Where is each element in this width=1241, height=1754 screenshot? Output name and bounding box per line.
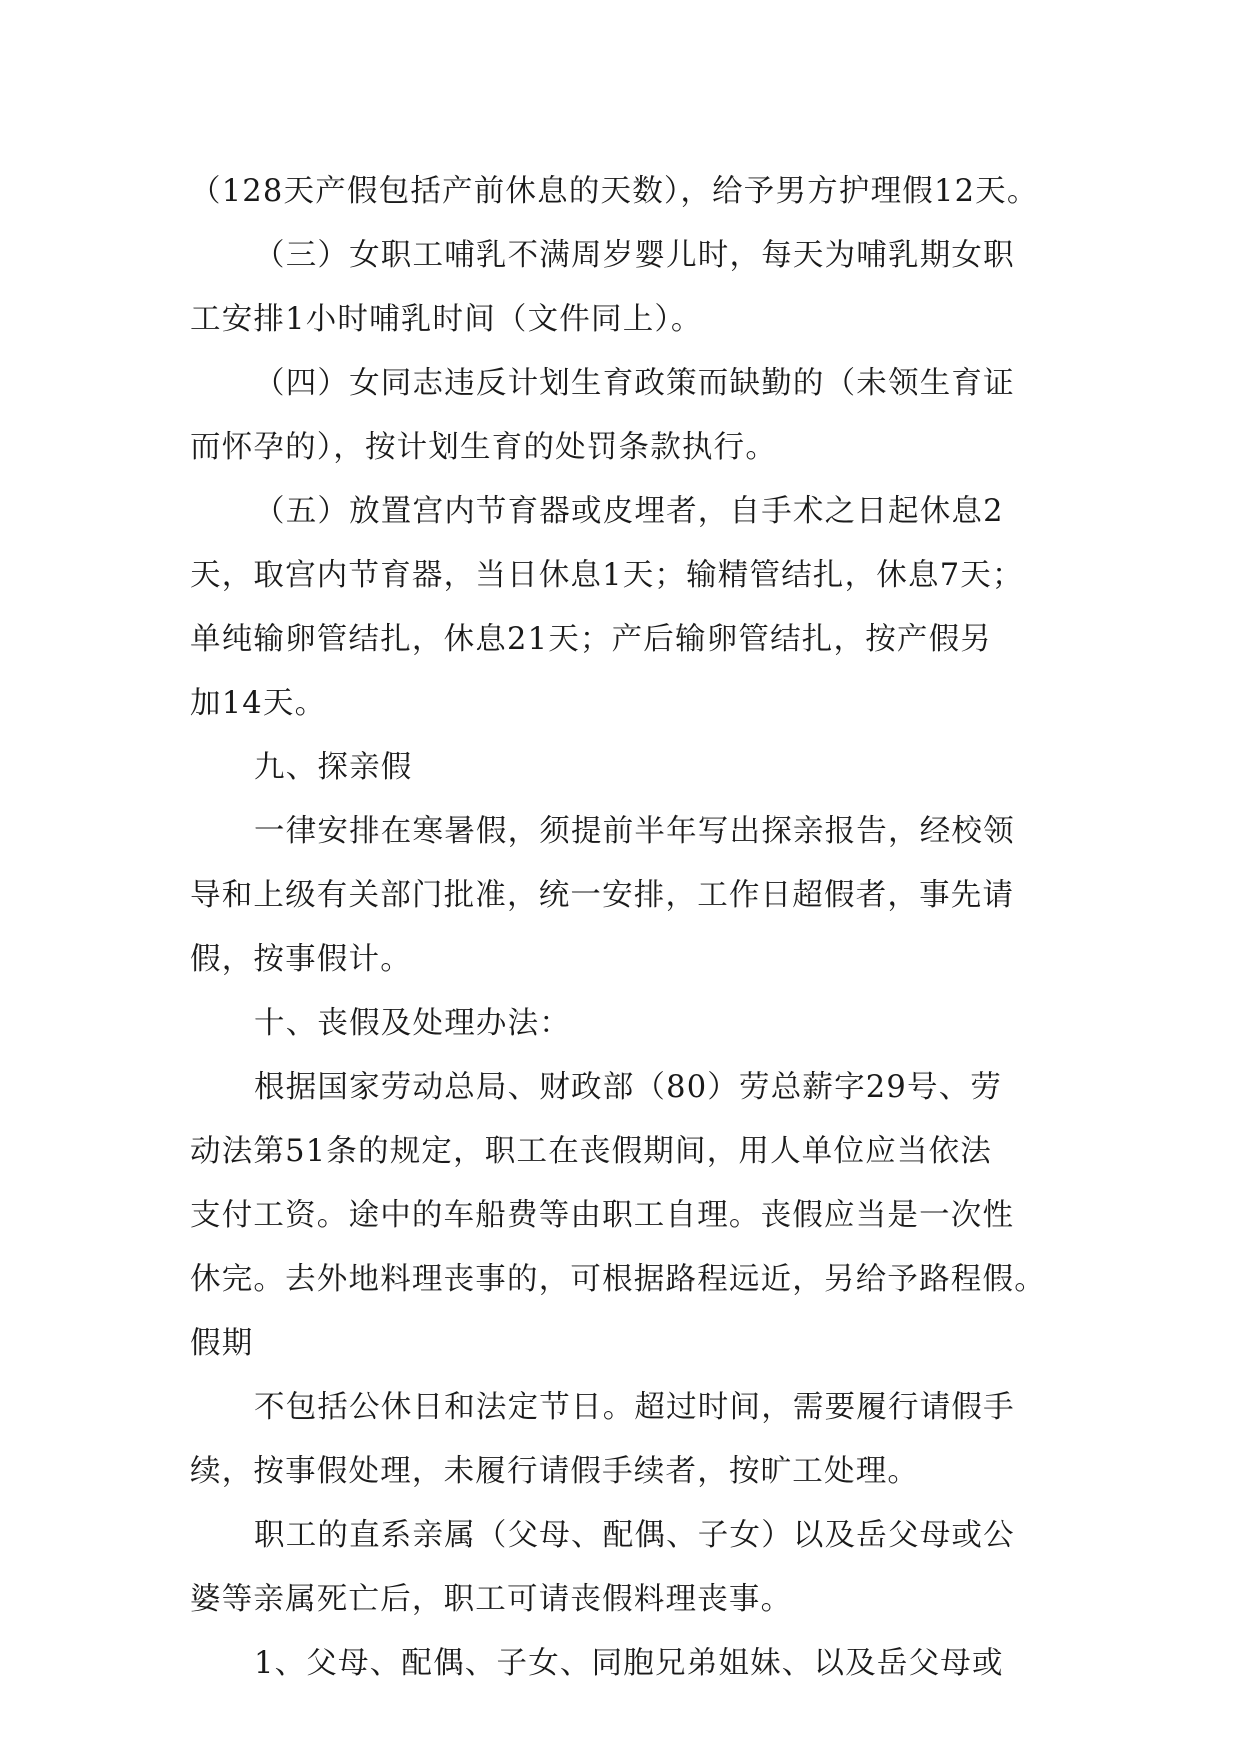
- text-line: 假，按事假计。: [190, 942, 412, 977]
- section-heading: 十、丧假及处理办法：: [254, 1006, 571, 1041]
- text-line: 不包括公休日和法定节日。超过时间，需要履行请假手: [254, 1390, 1015, 1425]
- text-line: 单纯输卵管结扎，休息21天；产后输卵管结扎，按产假另: [190, 622, 993, 657]
- document-body: [190, 160, 1070, 1696]
- text-line: 根据国家劳动总局、财政部（80）劳总薪字29号、劳: [254, 1070, 1003, 1105]
- text-line: 导和上级有关部门批准，统一安排，工作日超假者，事先请: [190, 878, 1015, 913]
- text-line: （四）女同志违反计划生育政策而缺勤的（未领生育证: [254, 366, 1015, 401]
- text-line: 假期: [190, 1326, 254, 1361]
- text-line: 职工的直系亲属（父母、配偶、子女）以及岳父母或公: [254, 1518, 1015, 1553]
- text-line: 支付工资。途中的车船费等由职工自理。丧假应当是一次性: [190, 1198, 1015, 1233]
- text-line: （三）女职工哺乳不满周岁婴儿时，每天为哺乳期女职: [254, 238, 1015, 273]
- text-line: 续，按事假处理，未履行请假手续者，按旷工处理。: [190, 1454, 920, 1489]
- text-line: 天，取宫内节育器，当日休息1天；输精管结扎，休息7天；: [190, 558, 1024, 593]
- section-heading: 九、探亲假: [254, 750, 413, 785]
- text-line: （128天产假包括产前休息的天数），给予男方护理假12天。: [190, 174, 1039, 209]
- text-line: 工安排1小时哺乳时间（文件同上）。: [190, 302, 703, 337]
- text-line: 动法第51条的规定，职工在丧假期间，用人单位应当依法: [190, 1134, 993, 1169]
- text-line: 休完。去外地料理丧事的，可根据路程远近，另给予路程假。: [190, 1262, 1046, 1297]
- text-line: 加14天。: [190, 686, 327, 721]
- text-line: 一律安排在寒暑假，须提前半年写出探亲报告，经校领: [254, 814, 1015, 849]
- text-line: 而怀孕的），按计划生育的处罚条款执行。: [190, 430, 778, 465]
- text-line: （五）放置宫内节育器或皮埋者，自手术之日起休息2: [254, 494, 1004, 529]
- text-line: 婆等亲属死亡后，职工可请丧假料理丧事。: [190, 1582, 793, 1617]
- text-line: 1、父母、配偶、子女、同胞兄弟姐妹、以及岳父母或: [254, 1646, 1004, 1681]
